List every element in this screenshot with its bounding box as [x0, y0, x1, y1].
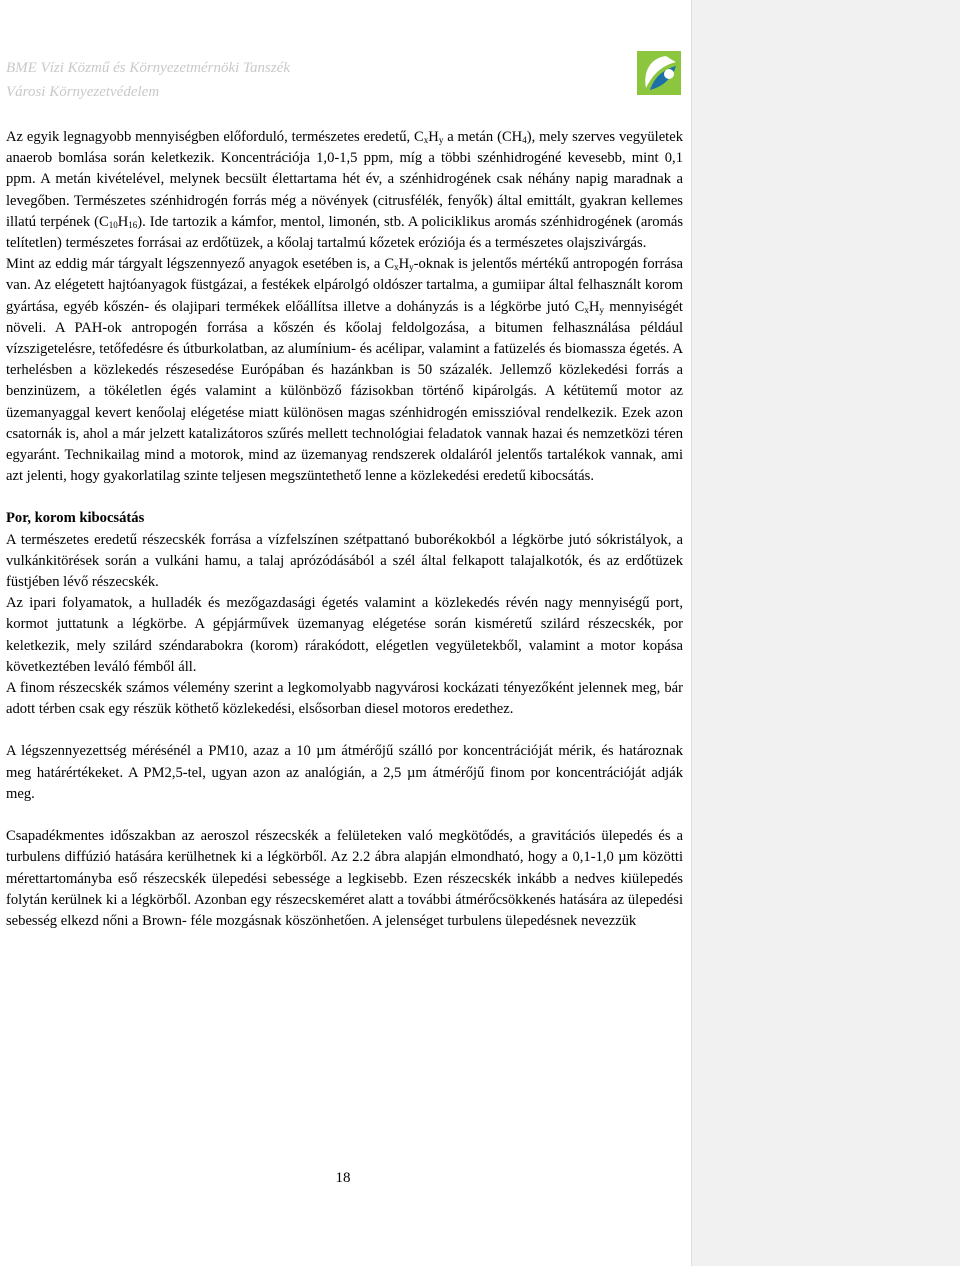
page-header: [6, 56, 626, 104]
document-body: [6, 127, 683, 932]
paragraph-natural-hydrocarbons: Az egyik legnagyobb mennyiségben előforduló, természetes eredetű, $C_xH_y$ a metán $(CH_4)$, mely szerves vegyületek anaerob bomlása során keletkezik. Koncentrációja 1,0-1,5 ppm, míg a többi szénhidrogéné kevesebb, mint 0,1 ppm. A metán kivételével, melynek becsült élettartama hét év, a szénhidrogének csak néhány napig maradnak a levegőben. Természetes szénhidrogén forrás még a növények (citrusfélék, fenyők) által emittált, gyakran kellemes illatú terpének $(C_{10}H_{16})$. Ide tartozik a kámfor, mentol, limonén, stb. A policiklikus aromás szénhidrogének (aromás telítetlen) természetes forrásai az erdőtüzek, a kőolaj tartalmú kőzetek eróziója és a természetes olajszivárgás.: [6, 129, 684, 252]
paragraph-natural-particles: A természetes eredetű részecskék forrása a vízfelszínen szétpattanó buborékokból a légkörbe jutó sókristályok, a vulkánkitörések során a vulkáni hamu, a talaj aprózódásából a szél által felkapott talajalkotók, és az erdőtüzek füstjében lévő részecskék.: [6, 531, 683, 591]
comment-margin-panel: [691, 0, 960, 1266]
paragraph-anthropogenic-hydrocarbons: Mint az eddig már tárgyalt légszennyező anyagok esetében is, a $C_xH_y$-oknak is jelentős mértékű antropogén forrása van. Az elégetett hajtóanyagok füstgázai, a festékek elpárolgó oldószer tartalma, a gumiipar által felhasznált korom gyártása, egyéb kőszén- és olajipari termékek előállítsa illetve a dohányzás is a légkörbe jutó $C_xH_y$ mennyiségét növeli. A PAH-ok antropogén forrása a kőszén és kőolaj feldolgozása, a bitumen felhasználása például vízszigetelésre, tetőfedésre és útburkolatban, az alumínium- és acélipar, valamint a fatüzelés és biomassza égetés. A terhelésben a közlekedés részesedése Európában és hazánkban is 50 százalék. Jellemző közlekedési forrás a benzinüzem, a tökéletlen égés valamint a különböző fázisokban történő kipárolgás. A kétütemű motor az üzemanyaggal kevert kenőolaj elégetése miatt különösen magas szénhidrogén emisszióval rendelkezik. Ezek azon csatornák is, ahol a már jelzett katalizátoros szűrés mellett technológiai feladatok vannak hazai és nemzetközi téren egyaránt. Technikailag mind a motorok, mind az üzemanyag rendszerek oldaláról jelentős tartalékok vannak, ami azt jelenti, hogy gyakorlatilag szinte teljesen megszüntethető lenne a közlekedési eredetű kibocsátás.: [6, 256, 683, 485]
paragraph-deposition: Csapadékmentes időszakban az aeroszol részecskék a felületeken való megkötődés, a gravitációs ülepedés és a turbulens diffúzió hatására kerülhetnek ki a légkörből. Az 2.2 ábra alapján elmondható, hogy a 0,1-1,0 µm közötti mérettartományba eső részecskék ülepedési sebessége a legkisebb. Ezen részecskék inkább a nedves kiülepedés folytán kerülnek ki a légkörből. Azonban egy részecskeméret alatt a további átmérőcsökkenés hatására az ülepedési sebesség elkezd nőni a Brown- féle mozgásnak köszönhetően. A jelenséget turbulens ülepedésnek nevezzük: [6, 828, 683, 929]
paragraph-industrial-particles: Az ipari folyamatok, a hulladék és mezőgazdasági égetés valamint a közlekedés révén nagy mennyiségű port, kormot juttatunk a légkörbe. A gépjárművek üzemanyag elégetése során kisméretű szilárd részecskék, por keletkezik, mely szilárd széndarabokra (korom) rárakódott, elégetlen vegyületekből, valamint a motor kopása következtében leváló fémből áll.: [6, 595, 683, 675]
page-number: 18: [335, 1170, 351, 1186]
header-department: BME Vízi Közmű és Környezetmérnöki Tanszék: [6, 60, 291, 76]
spacer: [6, 487, 683, 508]
header-course: Városi Környezetvédelem: [6, 84, 160, 100]
department-logo-icon: [636, 50, 682, 96]
paragraph-fine-particles: A finom részecskék számos vélemény szerint a legkomolyabb nagyvárosi kockázati tényezőként jelennek meg, bár adott térben csak egy részük köthető közlekedési, elsősorban diesel motoros eredethez.: [6, 680, 683, 718]
spacer: [6, 720, 683, 741]
spacer: [6, 805, 683, 826]
section-heading: Por, korom kibocsátás: [6, 510, 145, 527]
paragraph-pm-measurement: A légszennyezettség mérésénél a PM10, azaz a 10 µm átmérőjű szálló por koncentrációját mérik, és határoznak meg határértékeket. A PM2,5-tel, ugyan azon az analógián, a 2,5 µm átmérőjű finom por koncentrációját adják meg.: [6, 743, 683, 802]
